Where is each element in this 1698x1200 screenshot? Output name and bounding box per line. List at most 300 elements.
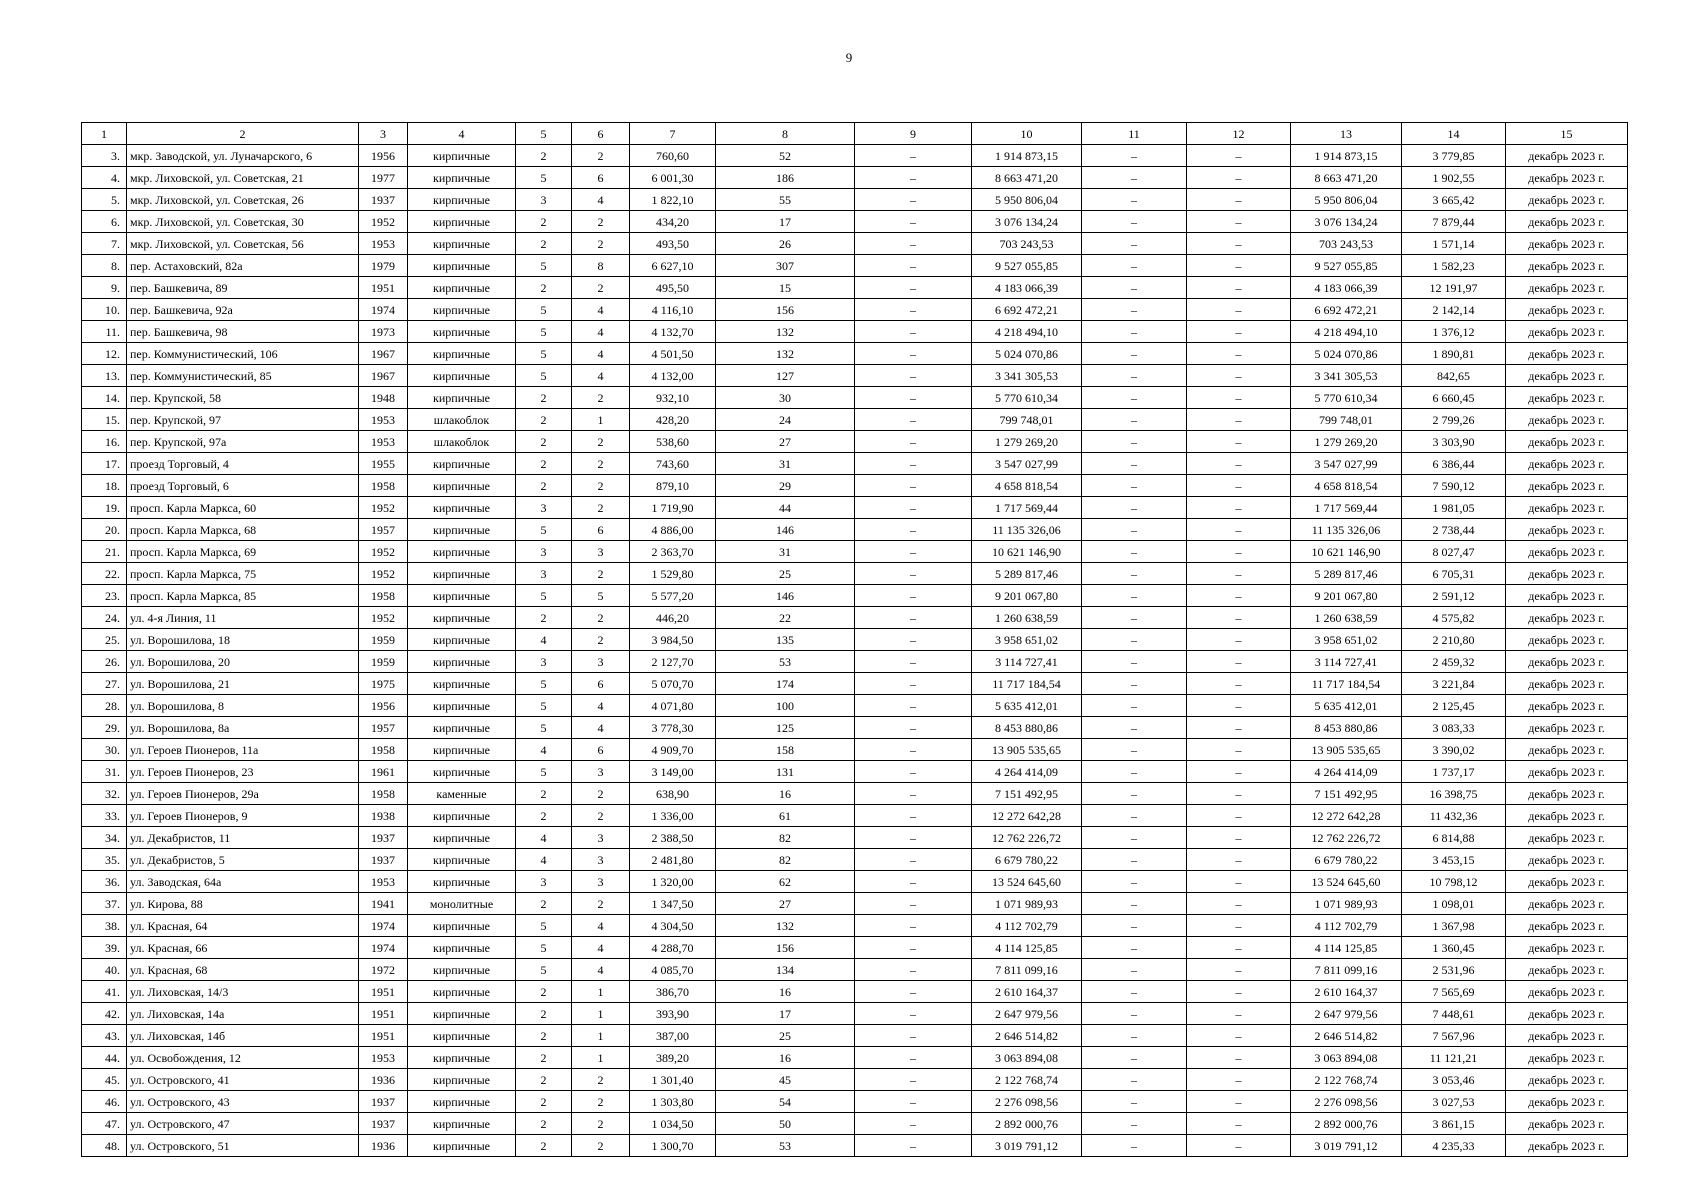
table-row xyxy=(82,761,1628,783)
cost-col-13-cell: 2 646 514,82 xyxy=(1291,1025,1402,1047)
entrances-cell: 4 xyxy=(572,695,630,717)
cost-col-9-cell: – xyxy=(855,1003,972,1025)
cost-col-9-cell: – xyxy=(855,497,972,519)
cost-per-sqm-cell: 1 376,12 xyxy=(1402,321,1506,343)
cost-col-12-cell: – xyxy=(1187,387,1291,409)
cost-col-12-cell: – xyxy=(1187,959,1291,981)
entrances-cell: 2 xyxy=(572,1113,630,1135)
row-number-cell: 20. xyxy=(82,519,127,541)
total-cost-cell: 4 264 414,09 xyxy=(972,761,1082,783)
address-cell: просп. Карла Маркса, 85 xyxy=(127,585,359,607)
cost-col-13-cell: 5 950 806,04 xyxy=(1291,189,1402,211)
entrances-cell: 2 xyxy=(572,387,630,409)
address-cell: ул. Островского, 43 xyxy=(127,1091,359,1113)
cost-per-sqm-cell: 1 582,23 xyxy=(1402,255,1506,277)
table-row xyxy=(82,365,1628,387)
cost-col-9-cell: – xyxy=(855,1113,972,1135)
total-cost-cell: 1 260 638,59 xyxy=(972,607,1082,629)
cost-col-12-cell: – xyxy=(1187,145,1291,167)
table-row xyxy=(82,233,1628,255)
floors-cell: 5 xyxy=(516,519,572,541)
cost-per-sqm-cell: 1 098,01 xyxy=(1402,893,1506,915)
cost-col-12-cell: – xyxy=(1187,519,1291,541)
address-cell: ул. Лиховская, 14а xyxy=(127,1003,359,1025)
cost-col-13-cell: 4 183 066,39 xyxy=(1291,277,1402,299)
area-cell: 760,60 xyxy=(630,145,716,167)
column-header-9: 9 xyxy=(855,123,972,145)
cost-col-12-cell: – xyxy=(1187,233,1291,255)
wall-material-cell: кирпичные xyxy=(408,519,516,541)
cost-col-13-cell: 3 063 894,08 xyxy=(1291,1047,1402,1069)
build-year-cell: 1961 xyxy=(359,761,408,783)
deadline-cell: декабрь 2023 г. xyxy=(1506,629,1628,651)
cost-col-11-cell: – xyxy=(1082,871,1187,893)
deadline-cell: декабрь 2023 г. xyxy=(1506,387,1628,409)
table-row xyxy=(82,1003,1628,1025)
cost-per-sqm-cell: 842,65 xyxy=(1402,365,1506,387)
column-header-6: 6 xyxy=(572,123,630,145)
deadline-cell: декабрь 2023 г. xyxy=(1506,145,1628,167)
cost-col-12-cell: – xyxy=(1187,893,1291,915)
cost-col-12-cell: – xyxy=(1187,981,1291,1003)
build-year-cell: 1974 xyxy=(359,299,408,321)
cost-col-13-cell: 2 276 098,56 xyxy=(1291,1091,1402,1113)
entrances-cell: 2 xyxy=(572,783,630,805)
table-row xyxy=(82,211,1628,233)
row-number-cell: 31. xyxy=(82,761,127,783)
wall-material-cell: кирпичные xyxy=(408,717,516,739)
entrances-cell: 1 xyxy=(572,1003,630,1025)
build-year-cell: 1975 xyxy=(359,673,408,695)
total-cost-cell: 799 748,01 xyxy=(972,409,1082,431)
cost-col-12-cell: – xyxy=(1187,695,1291,717)
build-year-cell: 1951 xyxy=(359,1025,408,1047)
build-year-cell: 1974 xyxy=(359,915,408,937)
cost-col-13-cell: 8 453 880,86 xyxy=(1291,717,1402,739)
floors-cell: 3 xyxy=(516,497,572,519)
table-row xyxy=(82,299,1628,321)
build-year-cell: 1937 xyxy=(359,189,408,211)
wall-material-cell: кирпичные xyxy=(408,651,516,673)
entrances-cell: 1 xyxy=(572,1025,630,1047)
cost-col-13-cell: 1 071 989,93 xyxy=(1291,893,1402,915)
wall-material-cell: кирпичные xyxy=(408,805,516,827)
total-cost-cell: 6 679 780,22 xyxy=(972,849,1082,871)
address-cell: пер. Астаховский, 82а xyxy=(127,255,359,277)
table-row xyxy=(82,453,1628,475)
floors-cell: 2 xyxy=(516,783,572,805)
table-row xyxy=(82,145,1628,167)
cost-col-12-cell: – xyxy=(1187,805,1291,827)
cost-col-9-cell: – xyxy=(855,453,972,475)
cost-col-9-cell: – xyxy=(855,695,972,717)
floors-cell: 2 xyxy=(516,431,572,453)
cost-col-11-cell: – xyxy=(1082,387,1187,409)
build-year-cell: 1937 xyxy=(359,1091,408,1113)
column-header-4: 4 xyxy=(408,123,516,145)
build-year-cell: 1952 xyxy=(359,497,408,519)
wall-material-cell: кирпичные xyxy=(408,387,516,409)
deadline-cell: декабрь 2023 г. xyxy=(1506,1113,1628,1135)
row-number-cell: 16. xyxy=(82,431,127,453)
address-cell: ул. Героев Пионеров, 11а xyxy=(127,739,359,761)
deadline-cell: декабрь 2023 г. xyxy=(1506,167,1628,189)
floors-cell: 5 xyxy=(516,255,572,277)
residents-cell: 27 xyxy=(716,893,855,915)
cost-col-12-cell: – xyxy=(1187,497,1291,519)
cost-col-13-cell: 4 264 414,09 xyxy=(1291,761,1402,783)
total-cost-cell: 1 279 269,20 xyxy=(972,431,1082,453)
cost-per-sqm-cell: 3 303,90 xyxy=(1402,431,1506,453)
area-cell: 2 363,70 xyxy=(630,541,716,563)
row-number-cell: 10. xyxy=(82,299,127,321)
cost-per-sqm-cell: 1 737,17 xyxy=(1402,761,1506,783)
row-number-cell: 43. xyxy=(82,1025,127,1047)
cost-col-12-cell: – xyxy=(1187,1135,1291,1157)
cost-col-13-cell: 1 279 269,20 xyxy=(1291,431,1402,453)
build-year-cell: 1977 xyxy=(359,167,408,189)
row-number-cell: 26. xyxy=(82,651,127,673)
table-row xyxy=(82,387,1628,409)
build-year-cell: 1951 xyxy=(359,1003,408,1025)
area-cell: 5 577,20 xyxy=(630,585,716,607)
cost-col-13-cell: 5 635 412,01 xyxy=(1291,695,1402,717)
floors-cell: 5 xyxy=(516,673,572,695)
residents-cell: 125 xyxy=(716,717,855,739)
cost-col-12-cell: – xyxy=(1187,167,1291,189)
cost-col-11-cell: – xyxy=(1082,1091,1187,1113)
cost-col-9-cell: – xyxy=(855,255,972,277)
row-number-cell: 19. xyxy=(82,497,127,519)
cost-col-12-cell: – xyxy=(1187,541,1291,563)
address-cell: пер. Башкевича, 98 xyxy=(127,321,359,343)
cost-col-11-cell: – xyxy=(1082,343,1187,365)
deadline-cell: декабрь 2023 г. xyxy=(1506,299,1628,321)
cost-col-9-cell: – xyxy=(855,871,972,893)
column-header-11: 11 xyxy=(1082,123,1187,145)
area-cell: 1 034,50 xyxy=(630,1113,716,1135)
deadline-cell: декабрь 2023 г. xyxy=(1506,717,1628,739)
floors-cell: 5 xyxy=(516,959,572,981)
cost-col-11-cell: – xyxy=(1082,585,1187,607)
cost-col-11-cell: – xyxy=(1082,299,1187,321)
cost-col-9-cell: – xyxy=(855,739,972,761)
build-year-cell: 1952 xyxy=(359,563,408,585)
residents-cell: 54 xyxy=(716,1091,855,1113)
column-header-14: 14 xyxy=(1402,123,1506,145)
cost-col-13-cell: 11 717 184,54 xyxy=(1291,673,1402,695)
entrances-cell: 1 xyxy=(572,981,630,1003)
row-number-cell: 40. xyxy=(82,959,127,981)
cost-col-12-cell: – xyxy=(1187,1069,1291,1091)
deadline-cell: декабрь 2023 г. xyxy=(1506,695,1628,717)
total-cost-cell: 5 770 610,34 xyxy=(972,387,1082,409)
address-cell: проезд Торговый, 6 xyxy=(127,475,359,497)
floors-cell: 2 xyxy=(516,981,572,1003)
cost-col-12-cell: – xyxy=(1187,409,1291,431)
build-year-cell: 1959 xyxy=(359,629,408,651)
table-row xyxy=(82,541,1628,563)
cost-col-9-cell: – xyxy=(855,761,972,783)
total-cost-cell: 3 958 651,02 xyxy=(972,629,1082,651)
deadline-cell: декабрь 2023 г. xyxy=(1506,761,1628,783)
table-row xyxy=(82,409,1628,431)
residents-cell: 174 xyxy=(716,673,855,695)
residents-cell: 15 xyxy=(716,277,855,299)
floors-cell: 2 xyxy=(516,145,572,167)
table-row xyxy=(82,321,1628,343)
cost-per-sqm-cell: 7 565,69 xyxy=(1402,981,1506,1003)
cost-col-12-cell: – xyxy=(1187,937,1291,959)
total-cost-cell: 4 112 702,79 xyxy=(972,915,1082,937)
column-header-7: 7 xyxy=(630,123,716,145)
area-cell: 1 300,70 xyxy=(630,1135,716,1157)
residents-cell: 44 xyxy=(716,497,855,519)
area-cell: 1 336,00 xyxy=(630,805,716,827)
floors-cell: 2 xyxy=(516,1135,572,1157)
total-cost-cell: 1 914 873,15 xyxy=(972,145,1082,167)
address-cell: просп. Карла Маркса, 68 xyxy=(127,519,359,541)
cost-col-13-cell: 10 621 146,90 xyxy=(1291,541,1402,563)
wall-material-cell: кирпичные xyxy=(408,277,516,299)
cost-per-sqm-cell: 1 890,81 xyxy=(1402,343,1506,365)
cost-col-13-cell: 8 663 471,20 xyxy=(1291,167,1402,189)
cost-col-13-cell: 4 114 125,85 xyxy=(1291,937,1402,959)
build-year-cell: 1958 xyxy=(359,475,408,497)
wall-material-cell: каменные xyxy=(408,783,516,805)
deadline-cell: декабрь 2023 г. xyxy=(1506,981,1628,1003)
build-year-cell: 1953 xyxy=(359,431,408,453)
total-cost-cell: 11 135 326,06 xyxy=(972,519,1082,541)
cost-col-11-cell: – xyxy=(1082,1025,1187,1047)
cost-per-sqm-cell: 3 221,84 xyxy=(1402,673,1506,695)
cost-per-sqm-cell: 3 779,85 xyxy=(1402,145,1506,167)
cost-col-12-cell: – xyxy=(1187,871,1291,893)
area-cell: 1 822,10 xyxy=(630,189,716,211)
deadline-cell: декабрь 2023 г. xyxy=(1506,915,1628,937)
cost-col-13-cell: 4 218 494,10 xyxy=(1291,321,1402,343)
residents-cell: 132 xyxy=(716,915,855,937)
entrances-cell: 2 xyxy=(572,211,630,233)
total-cost-cell: 3 063 894,08 xyxy=(972,1047,1082,1069)
address-cell: просп. Карла Маркса, 75 xyxy=(127,563,359,585)
build-year-cell: 1957 xyxy=(359,519,408,541)
address-cell: пер. Крупской, 97 xyxy=(127,409,359,431)
cost-col-13-cell: 12 762 226,72 xyxy=(1291,827,1402,849)
floors-cell: 4 xyxy=(516,629,572,651)
build-year-cell: 1936 xyxy=(359,1135,408,1157)
deadline-cell: декабрь 2023 г. xyxy=(1506,431,1628,453)
area-cell: 1 301,40 xyxy=(630,1069,716,1091)
column-header-13: 13 xyxy=(1291,123,1402,145)
cost-col-9-cell: – xyxy=(855,409,972,431)
deadline-cell: декабрь 2023 г. xyxy=(1506,497,1628,519)
wall-material-cell: кирпичные xyxy=(408,475,516,497)
row-number-cell: 38. xyxy=(82,915,127,937)
column-header-15: 15 xyxy=(1506,123,1628,145)
cost-per-sqm-cell: 6 814,88 xyxy=(1402,827,1506,849)
wall-material-cell: кирпичные xyxy=(408,541,516,563)
floors-cell: 5 xyxy=(516,167,572,189)
total-cost-cell: 6 692 472,21 xyxy=(972,299,1082,321)
address-cell: ул. Красная, 68 xyxy=(127,959,359,981)
cost-per-sqm-cell: 1 571,14 xyxy=(1402,233,1506,255)
wall-material-cell: кирпичные xyxy=(408,321,516,343)
entrances-cell: 2 xyxy=(572,563,630,585)
entrances-cell: 6 xyxy=(572,673,630,695)
entrances-cell: 6 xyxy=(572,519,630,541)
entrances-cell: 2 xyxy=(572,475,630,497)
cost-col-9-cell: – xyxy=(855,431,972,453)
cost-col-11-cell: – xyxy=(1082,761,1187,783)
column-header-1: 1 xyxy=(82,123,127,145)
entrances-cell: 1 xyxy=(572,409,630,431)
wall-material-cell: кирпичные xyxy=(408,695,516,717)
wall-material-cell: кирпичные xyxy=(408,871,516,893)
area-cell: 743,60 xyxy=(630,453,716,475)
cost-col-13-cell: 1 914 873,15 xyxy=(1291,145,1402,167)
entrances-cell: 4 xyxy=(572,915,630,937)
cost-col-11-cell: – xyxy=(1082,431,1187,453)
cost-col-13-cell: 13 905 535,65 xyxy=(1291,739,1402,761)
build-year-cell: 1979 xyxy=(359,255,408,277)
address-cell: ул. Красная, 66 xyxy=(127,937,359,959)
address-cell: мкр. Лиховской, ул. Советская, 30 xyxy=(127,211,359,233)
cost-col-11-cell: – xyxy=(1082,1135,1187,1157)
cost-col-12-cell: – xyxy=(1187,739,1291,761)
address-cell: пер. Крупской, 58 xyxy=(127,387,359,409)
wall-material-cell: кирпичные xyxy=(408,849,516,871)
build-year-cell: 1967 xyxy=(359,365,408,387)
cost-per-sqm-cell: 2 799,26 xyxy=(1402,409,1506,431)
wall-material-cell: кирпичные xyxy=(408,1047,516,1069)
floors-cell: 3 xyxy=(516,563,572,585)
cost-col-11-cell: – xyxy=(1082,497,1187,519)
deadline-cell: декабрь 2023 г. xyxy=(1506,475,1628,497)
cost-per-sqm-cell: 2 210,80 xyxy=(1402,629,1506,651)
table-row xyxy=(82,695,1628,717)
cost-col-9-cell: – xyxy=(855,189,972,211)
deadline-cell: декабрь 2023 г. xyxy=(1506,893,1628,915)
area-cell: 495,50 xyxy=(630,277,716,299)
deadline-cell: декабрь 2023 г. xyxy=(1506,805,1628,827)
table-row xyxy=(82,167,1628,189)
total-cost-cell: 3 019 791,12 xyxy=(972,1135,1082,1157)
total-cost-cell: 4 218 494,10 xyxy=(972,321,1082,343)
cost-col-13-cell: 3 341 305,53 xyxy=(1291,365,1402,387)
floors-cell: 2 xyxy=(516,893,572,915)
table-row xyxy=(82,629,1628,651)
cost-col-13-cell: 799 748,01 xyxy=(1291,409,1402,431)
entrances-cell: 4 xyxy=(572,343,630,365)
area-cell: 4 304,50 xyxy=(630,915,716,937)
row-number-cell: 21. xyxy=(82,541,127,563)
address-cell: пер. Башкевича, 92а xyxy=(127,299,359,321)
cost-col-13-cell: 4 112 702,79 xyxy=(1291,915,1402,937)
build-year-cell: 1937 xyxy=(359,1113,408,1135)
build-year-cell: 1959 xyxy=(359,651,408,673)
cost-col-11-cell: – xyxy=(1082,937,1187,959)
total-cost-cell: 4 183 066,39 xyxy=(972,277,1082,299)
cost-col-11-cell: – xyxy=(1082,739,1187,761)
residents-cell: 24 xyxy=(716,409,855,431)
entrances-cell: 8 xyxy=(572,255,630,277)
cost-col-9-cell: – xyxy=(855,1091,972,1113)
cost-per-sqm-cell: 8 027,47 xyxy=(1402,541,1506,563)
total-cost-cell: 12 762 226,72 xyxy=(972,827,1082,849)
entrances-cell: 4 xyxy=(572,365,630,387)
entrances-cell: 4 xyxy=(572,189,630,211)
wall-material-cell: шлакоблок xyxy=(408,431,516,453)
cost-per-sqm-cell: 12 191,97 xyxy=(1402,277,1506,299)
residents-cell: 186 xyxy=(716,167,855,189)
cost-col-9-cell: – xyxy=(855,343,972,365)
address-cell: пер. Коммунистический, 85 xyxy=(127,365,359,387)
floors-cell: 2 xyxy=(516,1069,572,1091)
wall-material-cell: кирпичные xyxy=(408,915,516,937)
table-row xyxy=(82,871,1628,893)
row-number-cell: 13. xyxy=(82,365,127,387)
cost-col-12-cell: – xyxy=(1187,651,1291,673)
cost-col-12-cell: – xyxy=(1187,299,1291,321)
row-number-cell: 34. xyxy=(82,827,127,849)
cost-col-13-cell: 12 272 642,28 xyxy=(1291,805,1402,827)
cost-col-11-cell: – xyxy=(1082,475,1187,497)
row-number-cell: 18. xyxy=(82,475,127,497)
row-number-cell: 23. xyxy=(82,585,127,607)
residents-cell: 62 xyxy=(716,871,855,893)
table-row xyxy=(82,189,1628,211)
floors-cell: 2 xyxy=(516,1047,572,1069)
column-header-3: 3 xyxy=(359,123,408,145)
cost-col-11-cell: – xyxy=(1082,167,1187,189)
row-number-cell: 41. xyxy=(82,981,127,1003)
cost-col-11-cell: – xyxy=(1082,145,1187,167)
cost-col-12-cell: – xyxy=(1187,475,1291,497)
table-row xyxy=(82,651,1628,673)
cost-col-13-cell: 3 076 134,24 xyxy=(1291,211,1402,233)
wall-material-cell: кирпичные xyxy=(408,233,516,255)
wall-material-cell: кирпичные xyxy=(408,299,516,321)
cost-per-sqm-cell: 2 125,45 xyxy=(1402,695,1506,717)
floors-cell: 5 xyxy=(516,695,572,717)
deadline-cell: декабрь 2023 г. xyxy=(1506,563,1628,585)
row-number-cell: 6. xyxy=(82,211,127,233)
row-number-cell: 33. xyxy=(82,805,127,827)
cost-col-13-cell: 3 019 791,12 xyxy=(1291,1135,1402,1157)
build-year-cell: 1958 xyxy=(359,739,408,761)
floors-cell: 5 xyxy=(516,937,572,959)
floors-cell: 2 xyxy=(516,1025,572,1047)
cost-col-11-cell: – xyxy=(1082,695,1187,717)
cost-col-13-cell: 6 679 780,22 xyxy=(1291,849,1402,871)
row-number-cell: 25. xyxy=(82,629,127,651)
address-cell: пер. Коммунистический, 106 xyxy=(127,343,359,365)
residents-cell: 17 xyxy=(716,211,855,233)
entrances-cell: 3 xyxy=(572,651,630,673)
residents-cell: 158 xyxy=(716,739,855,761)
cost-col-9-cell: – xyxy=(855,717,972,739)
page-number: 9 xyxy=(845,50,853,65)
build-year-cell: 1952 xyxy=(359,607,408,629)
residents-cell: 16 xyxy=(716,783,855,805)
cost-per-sqm-cell: 3 665,42 xyxy=(1402,189,1506,211)
table-row xyxy=(82,1025,1628,1047)
total-cost-cell: 4 114 125,85 xyxy=(972,937,1082,959)
row-number-cell: 14. xyxy=(82,387,127,409)
cost-col-11-cell: – xyxy=(1082,717,1187,739)
area-cell: 638,90 xyxy=(630,783,716,805)
